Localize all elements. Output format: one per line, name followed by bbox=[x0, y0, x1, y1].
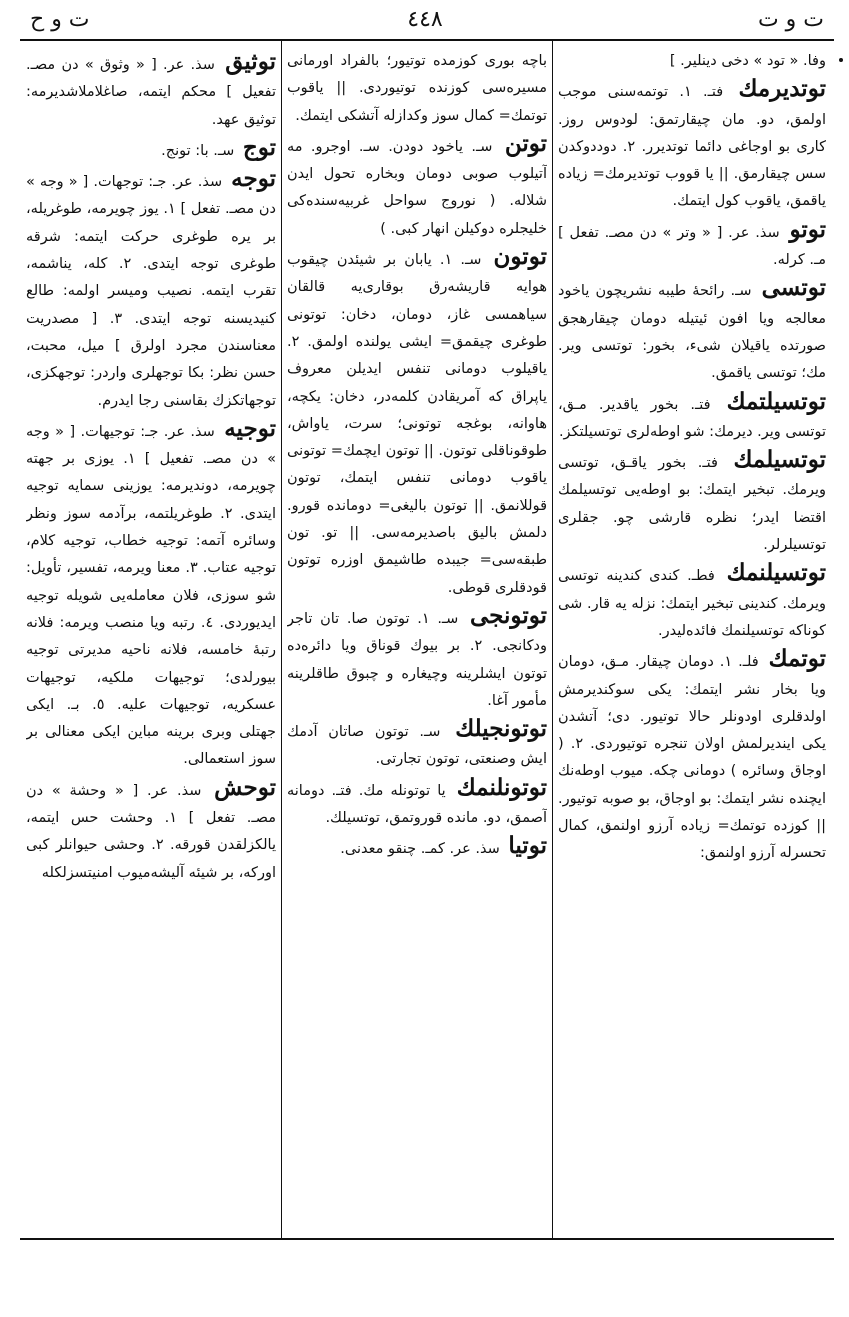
entry-text: فتـ. ١. توتمه‌سنی موجب اولمق، دو. مان چیقارتمق: لودوس روز. کاری بو اوجاغی دائما توتدیرر. ٢. دوددوکدن سس چیقارمق. || یا قووب توتدیرمك= زیاده یاقمق، یاقوب کول ایتمك. bbox=[558, 84, 826, 210]
column-divider-left bbox=[281, 41, 282, 1238]
entry-text: سذ. عر. [ « وثوق » دن مصـ. تفعیل ] محکم ایتمه، صاغلاملاشدیرمه: توثیق عهد. bbox=[26, 57, 276, 128]
headword: توحش bbox=[214, 773, 276, 801]
entry bbox=[558, 48, 826, 75]
headword: توتسیلنمك bbox=[726, 559, 826, 587]
entry-text: وفا. « تود » دخی دینلیر. ] bbox=[669, 53, 826, 69]
entry bbox=[558, 216, 826, 275]
headword: توتونلنمك bbox=[456, 773, 547, 801]
entry bbox=[287, 774, 547, 833]
entry-text: باچه بوری کوزمده توتیور؛ بالفراد اورمانی مسیره‌سی کوزنده توتیوردی. || یاقوب توتمك= کمال سوز وکدازله آتشکی ایتمك. bbox=[287, 53, 547, 124]
headword: توتو bbox=[789, 215, 826, 243]
entry bbox=[287, 715, 547, 774]
headword: توتونجی bbox=[470, 601, 547, 629]
entry bbox=[26, 48, 276, 134]
entry-text: سـ. یاخود دودن. سـ. اوجرو. مه آتیلوب صوبی دومان وبخاره تحول ایدن شلاله. ( نوروج سواحل غربیه‌سنده‌کی خلیجلره دوکیلن انهار کبی. ) bbox=[287, 138, 547, 237]
entry-text: فتـ. بخور یاقـق، توتسی ویرمك. تبخیر ایتمك: بو اوطه‌یی توتسیلمك اقتضا ایدر؛ نظره قارشی چو. جقلری توتسیلرلر. bbox=[558, 455, 826, 554]
column-left bbox=[26, 48, 276, 1234]
headword: توتسیلمك bbox=[733, 446, 826, 474]
headword: توتمك bbox=[768, 645, 826, 673]
headword: توثیق bbox=[225, 48, 276, 75]
entry bbox=[26, 774, 276, 887]
entry bbox=[558, 446, 826, 559]
entry-text: سـ. با: تونج. bbox=[161, 142, 235, 159]
margin-dot bbox=[839, 58, 843, 62]
entry-text: فتـ. بخور یاقدیر. مـق، توتسی ویر. دیرمك: شو اوطه‌لری توتسیلتکز. bbox=[558, 396, 826, 440]
headword: توتسی bbox=[761, 274, 826, 302]
entry bbox=[558, 75, 826, 215]
entry bbox=[558, 645, 826, 867]
entry-text: فطـ. کندی کندینه توتسی ویرمك. کندینی تبخیر ایتمك: نزله یه قار. شی کوناکه توتسیلنمك فائده‌لیدر. bbox=[558, 568, 826, 639]
entry bbox=[287, 602, 547, 715]
entry bbox=[287, 832, 547, 863]
column-divider-right bbox=[552, 41, 553, 1238]
entry bbox=[26, 165, 276, 415]
headword: توتونجیلك bbox=[455, 715, 547, 743]
column-right bbox=[558, 48, 826, 1234]
headword: توتسیلتمك bbox=[726, 387, 826, 415]
header-left-letters: ت و ح bbox=[30, 7, 90, 32]
entry-text: سـ. رائحهٔ طیبه نشریچون یاخود معالجه ویا افون ئیتیله دومان چیقارهجق صورتده یاقیلان شیء، بخور: توتسی ویر. مك؛ توتسی یاقمق. bbox=[558, 283, 826, 382]
page-header bbox=[20, 0, 830, 40]
headword: توجه bbox=[231, 165, 276, 193]
entry-text: سذ. عر. جـ: توجیهات. [ « وجه » دن مصـ. تفعیل ] ١. یوزی بر جهته چویرمه، دوندیرمه: یوزینی سمایه توجیه ایتدی. ٢. طوغریلتمه، برآدمه سوز ونظر وسائره آتمه: توجیه خطاب، توجیه کلام، توجیه عتاب. ٣. معنا ویرمه، تفسیر، تأویل: شو سوزی، فلان معامله‌یی شویله توجیه ایدیوردی. ٤. رتبه ویا منصب ویرمه: فلانه رتبهٔ خامسه، فلانه ناحیه مدیرتی توجیه بیورلدی؛ توجیهات ملکیه، توجیهات عسکریه، توجیهات علیه. ٥. بـ. ایکی جهتلی وبری برینه مباین ایکی معنالی بر سوز استعمالی. bbox=[26, 423, 276, 768]
entry bbox=[558, 559, 826, 645]
entry bbox=[287, 130, 547, 243]
header-right-letters: ت و ت bbox=[757, 7, 824, 32]
entry bbox=[558, 388, 826, 447]
headword: توتدیرمك bbox=[738, 75, 826, 103]
entry bbox=[287, 48, 547, 130]
entry-text: سذ. عر. [ « وحشة » دن مصـ. تفعل ] ١. وحشت حس ایتمه، یالکزلقدن قورقه. ٢. وحشی حیوانلر کبی اورکه، بر شیئه آلیشه‌میوب امنیتسزلکله bbox=[26, 782, 276, 881]
footer-rule bbox=[20, 1238, 834, 1240]
entry-text: سذ. عر. [ « وتر » دن مصـ. تفعل ] مـ. کرله. bbox=[558, 224, 826, 269]
entry-text: سذ. عر. کمـ. چنقو معدنی. bbox=[340, 841, 500, 858]
headword: توتون bbox=[493, 243, 547, 271]
entry-text: سـ. ١. یابان بر شیئدن چیقوب هوایه قاریشه‌رق بوقاری‌یه قالقان سیاهمسی غاز، دومان، دخان: توتونی طوغری چیقمق= ایشی یولنده اولمق. ٢. یاقیلوب دومانی تنفس ایدیلن معروف یاپراق که آمریقادن کلمه‌در، دخان: یکچه، هاوانه، بوغجه توتونی؛ سرت، یاواش، طوقوناقلی توتون. || توتون ایچمك= توتونی یاقوب دومانی تنفس ایتمك، توتون قوللانمق. || توتون بالیغی= دومانده قورو. دلمش بالیق باصدیرمه‌سی. || تو. تون طبقه‌سی= جیبده طاشیمق اوزره توتون قودقلری قوطی. bbox=[287, 252, 547, 596]
entry bbox=[558, 274, 826, 387]
headword: توتن bbox=[504, 129, 547, 157]
entry bbox=[26, 415, 276, 774]
header-rule bbox=[20, 39, 834, 41]
page-number: ٤٤٨ bbox=[407, 7, 443, 32]
headword: توج bbox=[242, 133, 276, 161]
headword: توجیه bbox=[224, 414, 276, 442]
entry-text: سـ. توتون صاتان آدمك ایش وصنعتی، توتون تجارتی. bbox=[287, 724, 547, 768]
entry-text: سـ. ١. توتون صا. تان تاجر ودکانجی. ٢. بر بیوك قوناق ویا دائره‌ده توتون ایشلرینه وچیغاره و چبوق طاقلرینه مأمور آغا. bbox=[287, 610, 547, 709]
entry-text: سذ. عر. جـ: توجهات. [ « وجه » دن مصـ. تفعل ] ١. یوز چویرمه، طوغریله، بر یره طوغری حرکت ایتمه: شرقه طوغری توجه ایتدی. ٢. کله، یناشمه، تقرب ایتمه. نصیب ومیسر اولمه: طالع کنیدیسنه توجه ایتدی. ٣. [ مصدریت معناسندن مجرد اولرق ] میل، محبت، حسن نظر: بکا توجهلری واردر: توجهکزی، توجهاتکزك بقاسنی رجا ایدرم. bbox=[26, 174, 276, 409]
column-middle bbox=[287, 48, 547, 1234]
headword: توتیا bbox=[508, 832, 547, 860]
entry-text: فلـ. ١. دومان چیقار. مـق، دومان ویا بخار نشر ایتمك: یکی سوکندیرمش اولدقلری اودونلر حالا توتیور. دی؛ آتشدن یکی ایندیرلمش اولان تنجره توتیوردی. ٢. ( اوجاق وسائره ) دومانی چکه. میوب اوطه‌نك ایچنده نشر ایتمك: بو اوجاق، بو صوبه توتیور. || کوزده توتمك= زیاده آرزو اولنمق، کمال تحسرله آرزو اولنمق: bbox=[558, 654, 826, 862]
entry bbox=[26, 134, 276, 165]
entry bbox=[287, 243, 547, 602]
entry-text: یا توتونله‌ مك. فتـ. دومانه آصمق، دو. مانده قوروتمق، توتسیلك. bbox=[287, 782, 547, 827]
